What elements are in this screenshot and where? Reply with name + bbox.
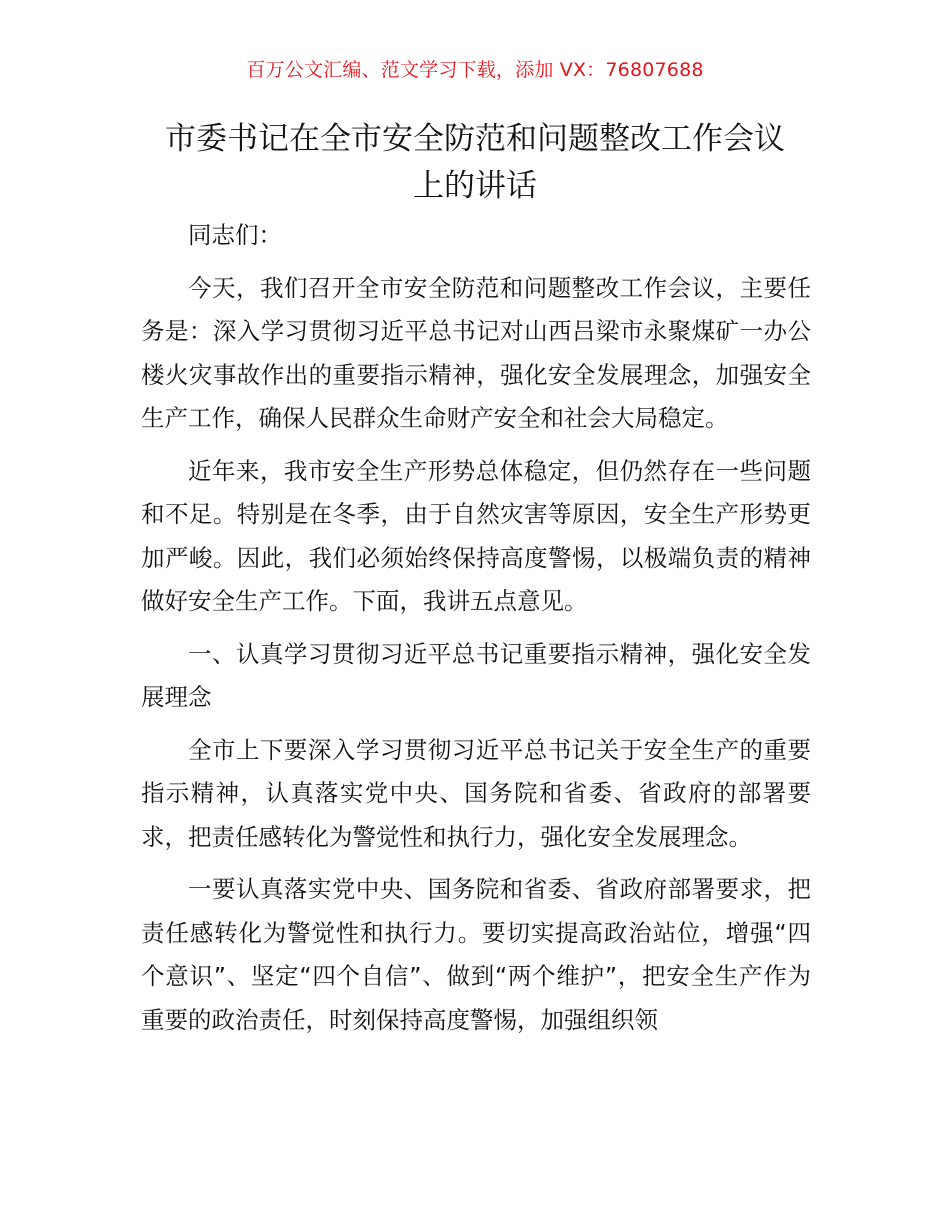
salutation: 同志们： [188,221,282,249]
title-line-2: 上的讲话 [413,168,537,204]
paragraph-section-1: 全市上下要深入学习贯彻习近平总书记关于安全生产的重要指示精神，认真落实党中央、国务院和省委、省政府的部署要求，把责任感转化为警觉性和执行力，强化安全发展理念。 [141,735,811,851]
title-line-1: 市委书记在全市安全防范和问题整改工作会议 [165,121,785,157]
paragraph-point-1: 一要认真落实党中央、国务院和省委、省政府部署要求，把责任感转化为警觉性和执行力。要切实提高政治站位，增强“四个意识”、坚定“四个自信”、做到“两个维护”，把安全生产作为重要的政治责任，时刻保持高度警惕，加强组织领 [141,875,811,1034]
document-title [125,116,825,210]
paragraph-intro: 今天，我们召开全市安全防范和问题整改工作会议，主要任务是：深入学习贯彻习近平总书记对山西吕梁市永聚煤矿一办公楼火灾事故作出的重要指示精神，强化安全发展理念，加强安全生产工作，确保人民群众生命财产安全和社会大局稳定。 [141,273,811,432]
header-watermark: 百万公文汇编、范文学习下载，添加 VX：76807688 [246,59,704,81]
document-body [141,214,811,1051]
paragraph-situation: 近年来，我市安全生产形势总体稳定，但仍然存在一些问题和不足。特别是在冬季，由于自然灾害等原因，安全生产形势更加严峻。因此，我们必须始终保持高度警惕，以极端负责的精神做好安全生产工作。下面，我讲五点意见。 [141,456,811,615]
section-heading-1: 一、认真学习贯彻习近平总书记重要指示精神，强化安全发展理念 [141,639,811,711]
